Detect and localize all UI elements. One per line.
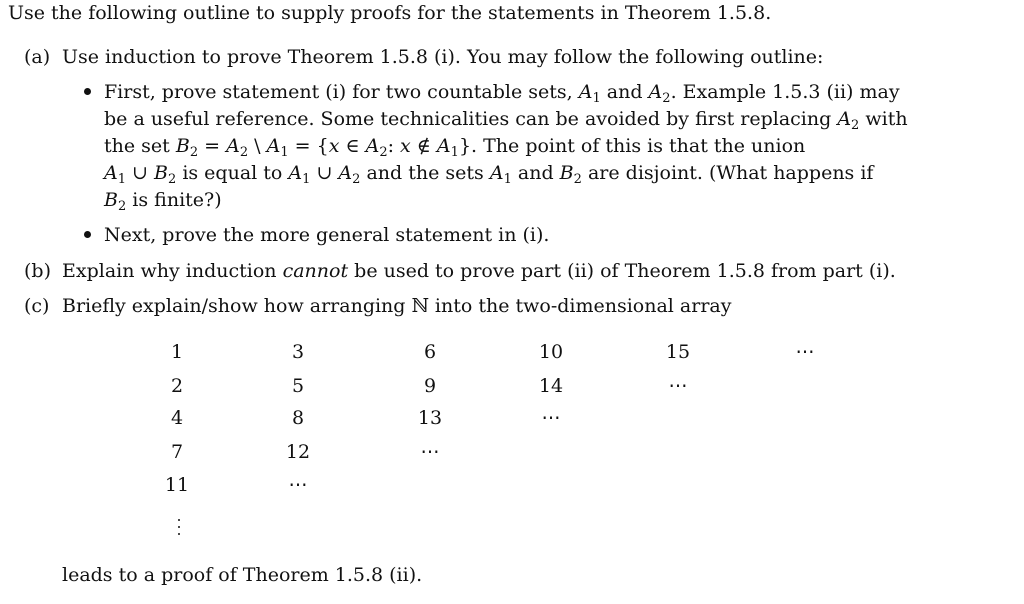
array-cell: 1 <box>170 341 184 363</box>
math-set-def: $B_2 = A_2$ \ $A_1 = \{x$ ∈ $A_2$: x ∉ $A_1$}. <box>175 135 478 160</box>
bullet-1-text: First, prove statement (i) for two countable sets, $A_1$ and $A_2$. Example 1.5.3 (ii) may be a useful reference. Some technicalities can be avoided by first replacing $A_2$ with the set $B_2 = A_2$ \ $A_1 = \{x$ ∈ $A_2$: x ∉ $A_1$}. The point of this is that the union $A_1$ ∪ $B_2$ is equal to $A_1$ ∪ $A_2$ and the sets $A_1$ and $B_2$ are disjoint. (What happens if $B_2$ is finite?) <box>104 81 908 214</box>
array-cell: 7 <box>170 441 184 463</box>
part-b-pre: Explain why induction <box>62 260 277 282</box>
array-cell: ⋯ <box>795 341 815 363</box>
array-cell: 6 <box>423 341 437 363</box>
array-cell: ⋯ <box>541 407 561 429</box>
array-cell: ⋯ <box>668 375 688 397</box>
math-A2: $A_2$ <box>837 108 860 133</box>
part-b-post: be used to prove part (ii) of Theorem 1.5.8 from part (i). <box>354 260 896 282</box>
bullet-1-line1-post: Example 1.5.3 (ii) may <box>682 81 900 103</box>
array-cell: 13 <box>417 407 443 429</box>
array-cell: 15 <box>665 341 691 363</box>
bullet-1-line4-mid2: and the sets <box>366 162 484 184</box>
bullet-1-line4-mid: is equal to <box>182 162 283 184</box>
intro-text: Use the following outline to supply proofs for the statements in Theorem 1.5.8. <box>8 2 772 24</box>
bullet-2-text: Next, prove the more general statement in (i). <box>104 224 550 246</box>
bullet-1-line3-post: The point of this is that the union <box>483 135 806 157</box>
array-cell: 9 <box>423 375 437 397</box>
array-cell: 10 <box>538 341 564 363</box>
bullet-1-line5-post: is finite?) <box>132 189 222 211</box>
math-A2: $A_2$ <box>648 81 671 106</box>
array-cell: 8 <box>291 407 305 429</box>
column-vertical-dots <box>177 519 181 540</box>
part-c-text: Briefly explain/show how arranging ℕ into the two-dimensional array <box>62 295 732 317</box>
array-cell: ⋯ <box>288 474 308 496</box>
part-b-label: (b) <box>24 260 51 282</box>
array-cell: 3 <box>291 341 305 363</box>
part-a-label: (a) <box>24 46 51 68</box>
bullet-1-line2: be a useful reference. Some technicalities can be avoided by first replacing <box>104 108 832 130</box>
part-c-after: leads to a proof of Theorem 1.5.8 (ii). <box>62 564 423 586</box>
array-cell: 4 <box>170 407 184 429</box>
array-cell: 5 <box>291 375 305 397</box>
bullet-1-line3-pre: the set <box>104 135 170 157</box>
bullet-1-line1-and: and <box>606 81 643 103</box>
math-union-1: $A_1$ ∪ $B_2$ <box>104 162 177 187</box>
bullet-1-line4-and: and <box>517 162 554 184</box>
bullet-1-line1-pre: First, prove statement (i) for two countable sets, <box>104 81 573 103</box>
math-A1: $A_1$ <box>489 162 512 187</box>
array-cell: ⋯ <box>420 441 440 463</box>
bullet-1-line2-post: with <box>865 108 908 130</box>
array-cell: 12 <box>285 441 311 463</box>
math-union-2: $A_1$ ∪ $A_2$ <box>288 162 361 187</box>
part-b-emphasis: cannot <box>282 260 349 282</box>
bullet-1-line4-post: are disjoint. (What happens if <box>587 162 874 184</box>
array-cell: 11 <box>164 474 190 496</box>
math-A1: $A_1$ <box>578 81 601 106</box>
part-c-label: (c) <box>24 295 50 317</box>
math-B2: $B_2$ <box>559 162 582 187</box>
array-cell: 2 <box>170 375 184 397</box>
array-cell: 14 <box>538 375 564 397</box>
math-B2: $B_2$ <box>104 189 127 214</box>
part-a-text: Use induction to prove Theorem 1.5.8 (i). You may follow the following outline: <box>62 46 824 68</box>
